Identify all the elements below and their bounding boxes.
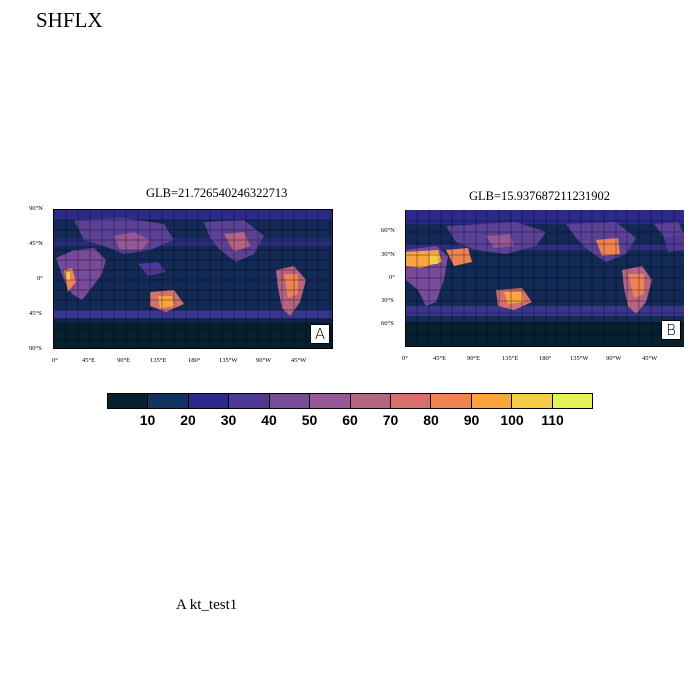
panel-b-map <box>405 210 684 347</box>
panel-a-badge: A <box>310 324 330 344</box>
panel-a-title: GLB=21.726540246322713 <box>146 186 288 200</box>
panel-b-lon-label: 0° <box>402 355 408 362</box>
colorbar-label: 60 <box>342 412 358 428</box>
colorbar-label: 30 <box>220 412 237 428</box>
colorbar-label: 110 <box>541 412 564 428</box>
colorbar-label: 100 <box>500 412 524 428</box>
panel-b-lat-label: 30°N <box>381 251 395 258</box>
panel-a-lat-label: 90°N <box>29 205 43 212</box>
colorbar-swatch <box>512 394 552 408</box>
colorbar-swatch <box>472 394 512 408</box>
panel-a-lon-label: 90°E <box>117 357 131 364</box>
panel-b-lon-label: 90°W <box>606 355 622 362</box>
panel-a-lat-label: 90°S <box>29 345 42 352</box>
footer-label: A kt_test1 <box>176 597 238 613</box>
panel-a-lon-label: 45°E <box>82 357 96 364</box>
panel-b-badge: B <box>661 320 681 340</box>
colorbar-swatch <box>391 394 431 408</box>
panel-a-lat-label: 0° <box>37 275 43 282</box>
colorbar-label: 40 <box>261 412 277 428</box>
figure-title: SHFLX <box>36 8 103 32</box>
panel-b-lat-label: 0° <box>389 274 395 281</box>
panel-a-field <box>54 210 333 349</box>
colorbar-label: 90 <box>463 412 480 428</box>
colorbar-swatch <box>270 394 310 408</box>
panel-b-lon-label: 135°W <box>570 355 589 362</box>
colorbar-label: 50 <box>301 412 318 428</box>
panel-b-title: GLB=15.937687211231902 <box>469 189 610 203</box>
colorbar-label: 20 <box>180 412 196 428</box>
panel-b-lat-label: 60°N <box>381 227 395 234</box>
panel-a-lon-label: 180° <box>188 357 201 364</box>
colorbar-swatch <box>431 394 471 408</box>
colorbar-label: 80 <box>423 412 439 428</box>
panel-a-lat-label: 45°S <box>29 310 42 317</box>
colorbar <box>107 393 593 409</box>
panel-a-lon-label: 0° <box>52 357 58 364</box>
colorbar-swatch <box>189 394 229 408</box>
colorbar-swatch <box>553 394 592 408</box>
panel-b-lat-label: 30°S <box>381 297 394 304</box>
colorbar-swatch <box>148 394 188 408</box>
panel-b-lon-label: 135°E <box>502 355 519 362</box>
panel-a-lon-label: 135°W <box>219 357 238 364</box>
colorbar-swatch <box>108 394 148 408</box>
colorbar-swatch <box>229 394 269 408</box>
panel-a-lon-label: 45°W <box>291 357 307 364</box>
panel-b-lon-label: 45°E <box>433 355 447 362</box>
colorbar-label: 70 <box>382 412 399 428</box>
panel-a-lat-label: 45°N <box>29 240 43 247</box>
panel-b-lon-label: 90°E <box>467 355 481 362</box>
colorbar-swatch <box>351 394 391 408</box>
panel-b-field <box>406 210 684 347</box>
panel-a-lon-label: 135°E <box>150 357 167 364</box>
colorbar-swatch <box>310 394 350 408</box>
panel-b-lon-label: 45°W <box>642 355 658 362</box>
panel-b-lat-label: 60°S <box>381 320 394 327</box>
panel-a-map <box>53 209 333 349</box>
colorbar-label: 10 <box>139 412 156 428</box>
panel-a-lon-label: 90°W <box>256 357 272 364</box>
panel-b-lon-label: 180° <box>539 355 552 362</box>
